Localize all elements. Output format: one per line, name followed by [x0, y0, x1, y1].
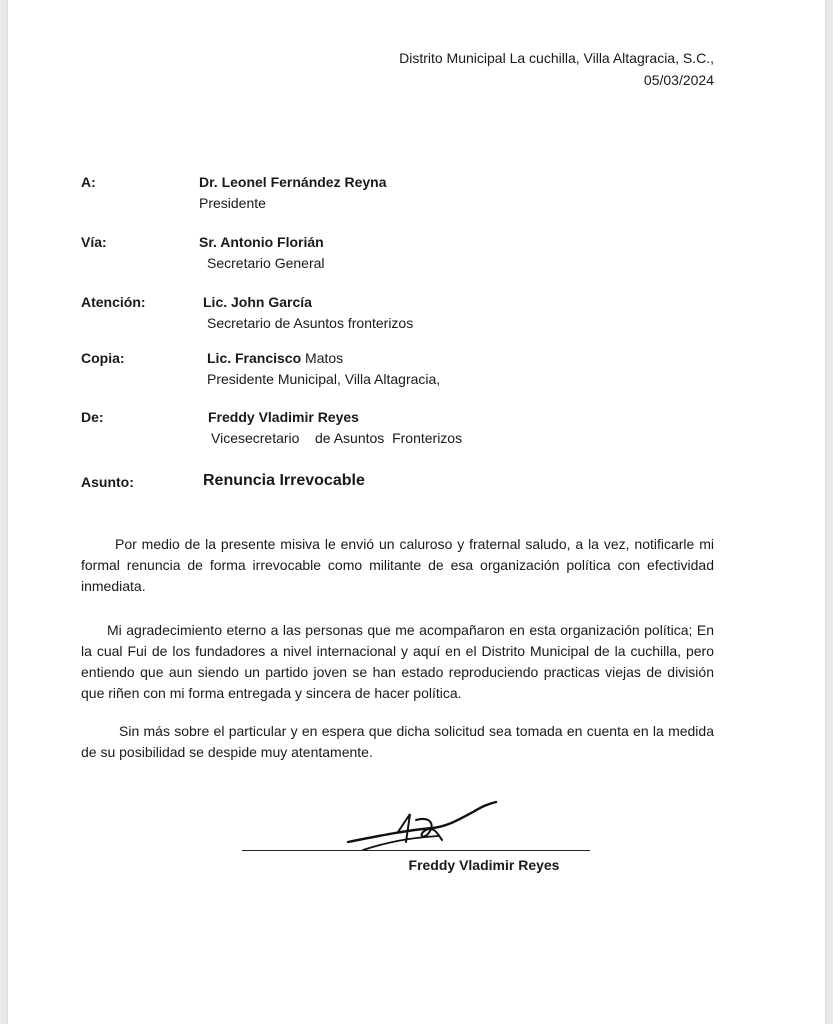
recipient-label: A:	[81, 174, 96, 190]
subject-label: Asunto:	[81, 474, 134, 490]
recipient-name	[207, 348, 343, 369]
recipient-role: Vicesecretario de Asuntos Fronterizos	[211, 430, 463, 446]
signature-name: Freddy Vladimir Reyes	[408, 857, 560, 873]
recipient-name: Sr. Antonio Florián	[199, 234, 324, 250]
body-paragraph-1: Por medio de la presente misiva le envió un caluroso y fraternal saludo, a la vez, notificarle mi formal renuncia de forma irrevocable como militante de esa organización política con efectividad inmediata.	[81, 536, 714, 594]
recipient-label: Vía:	[81, 234, 107, 250]
recipient-name: Dr. Leonel Fernández Reyna	[199, 174, 387, 190]
recipient-label: Atención:	[81, 294, 146, 310]
subject-value: Renuncia Irrevocable	[203, 472, 365, 489]
signature-line	[242, 850, 590, 851]
recipient-label: De:	[81, 409, 104, 425]
body-paragraph-2: Mi agradecimiento eterno a las personas que me acompañaron en esta organización política; En la cual Fui de los fundadores a nivel internacional y aquí en el Distrito Municipal de la cuchilla, pero entiendo que aun siendo un partido joven se han estado reproduciendo practicas viejas de división que riñen con mi forma entregada y sincera de hacer política.	[81, 622, 714, 701]
header-date: 05/03/2024	[643, 72, 714, 88]
recipient-role: Secretario de Asuntos fronterizos	[207, 315, 414, 331]
recipient-name-rest: Matos	[301, 350, 344, 366]
body-paragraph-3: Sin más sobre el particular y en espera que dicha solicitud sea tomada en cuenta en la medida de su posibilidad se despide muy atentamente.	[81, 723, 714, 760]
recipient-role: Presidente Municipal, Villa Altagracia,	[207, 371, 441, 387]
header-location: Distrito Municipal La cuchilla, Villa Altagracia, S.C.,	[399, 50, 714, 66]
recipient-name: Freddy Vladimir Reyes	[208, 409, 359, 425]
recipient-role: Presidente	[199, 195, 266, 211]
letter-page	[8, 0, 825, 1024]
recipient-label: Copia:	[81, 350, 125, 366]
recipient-name-bold: Lic. Francisco	[207, 350, 302, 366]
recipient-role: Secretario General	[207, 255, 325, 271]
recipient-name: Lic. John García	[203, 294, 312, 310]
letter-header	[399, 47, 714, 91]
